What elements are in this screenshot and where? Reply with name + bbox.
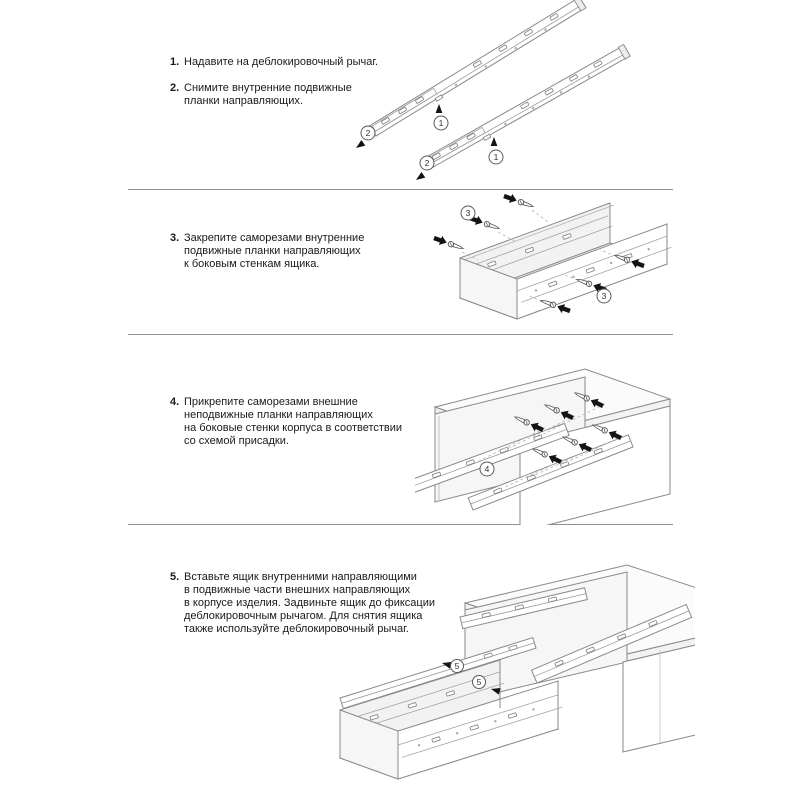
step-5-number: 5. bbox=[170, 571, 180, 583]
illustration-cabinet-screws bbox=[415, 352, 695, 525]
callout-4 bbox=[480, 462, 494, 476]
drawer-box-icon bbox=[460, 203, 671, 319]
step-3-text: Закрепите саморезами внутренние подвижные планки направляющих к боковым стенкам ящика. bbox=[184, 232, 365, 270]
callout-5b bbox=[473, 676, 486, 689]
callout-2b bbox=[420, 156, 434, 170]
press-arrow-icon bbox=[436, 104, 443, 113]
svg-text:5: 5 bbox=[454, 661, 460, 671]
step-1-number: 1. bbox=[170, 56, 180, 68]
svg-text:2: 2 bbox=[424, 158, 430, 168]
svg-text:1: 1 bbox=[493, 152, 499, 162]
remove-arrow-icon bbox=[414, 172, 425, 183]
drawer-slide-icon bbox=[422, 44, 631, 171]
illustration-insert-drawer bbox=[315, 555, 695, 790]
drawer-slide-icon bbox=[369, 0, 587, 138]
remove-arrow-icon bbox=[354, 140, 365, 151]
illustration-slides-release bbox=[340, 0, 695, 185]
step-2-text: Снимите внутренние подвижные планки направляющих. bbox=[184, 82, 352, 107]
step-3-number: 3. bbox=[170, 232, 180, 244]
svg-text:4: 4 bbox=[484, 464, 490, 474]
callout-1b bbox=[489, 150, 503, 164]
svg-text:1: 1 bbox=[438, 118, 444, 128]
svg-text:3: 3 bbox=[465, 208, 471, 218]
svg-text:5: 5 bbox=[476, 677, 482, 687]
step-4-text: Прикрепите саморезами внешние неподвижные планки направляющих на боковые стенки корпуса в соответствии со схемой присадки. bbox=[184, 396, 403, 447]
callout-3a bbox=[461, 206, 475, 220]
callout-1a bbox=[434, 116, 448, 130]
step-2 bbox=[170, 82, 352, 108]
step-3 bbox=[170, 232, 364, 271]
step-5-text: Вставьте ящик внутренними направляющими в подвижные части внешних направляющих в корпусе изделия. Задвиньте ящик до фиксации деблокировочным рычагом. Для снятия ящика также используйте деблокировочный рычаг. bbox=[184, 571, 435, 635]
svg-text:3: 3 bbox=[601, 291, 607, 301]
callout-5a bbox=[451, 660, 464, 673]
svg-text:2: 2 bbox=[365, 128, 371, 138]
step-4-number: 4. bbox=[170, 396, 180, 408]
illustration-drawer-screws bbox=[420, 190, 690, 338]
callout-3b bbox=[597, 289, 611, 303]
step-1-text: Надавите на деблокировочный рычаг. bbox=[184, 56, 379, 68]
press-arrow-icon bbox=[491, 137, 498, 146]
step-2-number: 2. bbox=[170, 82, 180, 94]
step-4 bbox=[170, 396, 402, 448]
callout-2a bbox=[361, 126, 375, 140]
